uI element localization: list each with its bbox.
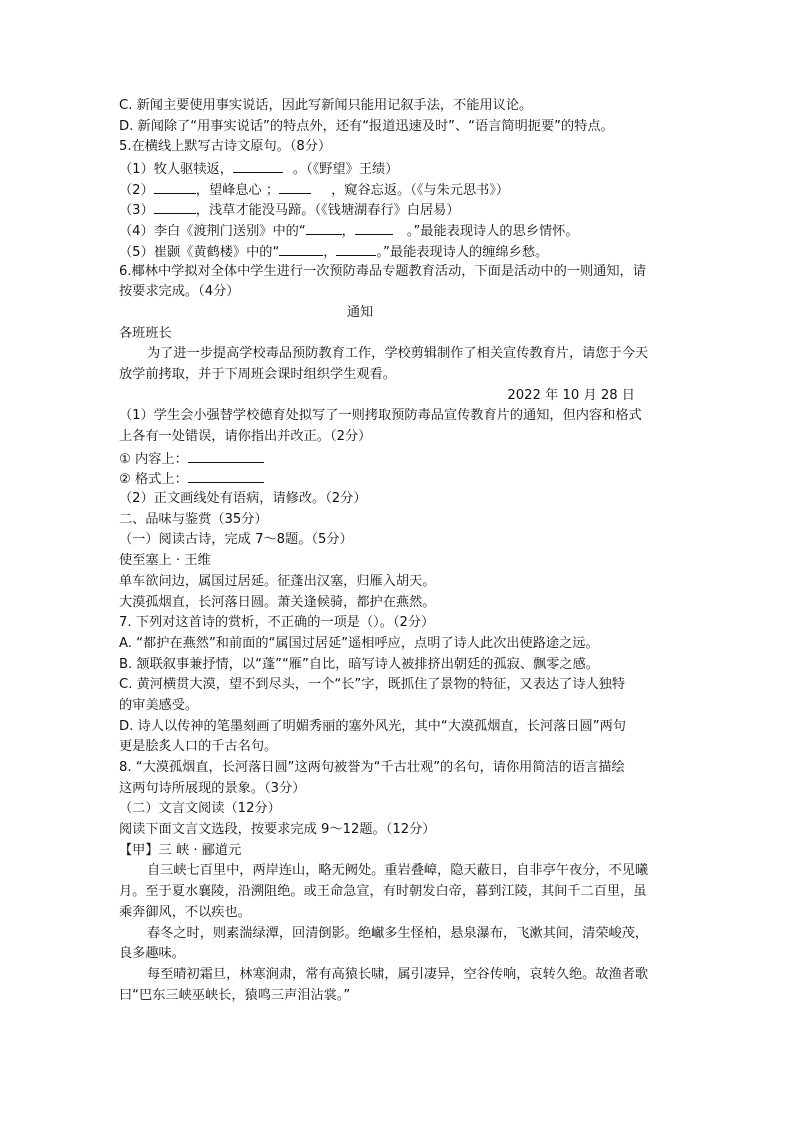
question-8-cont: 这两句诗所展现的景象。（3分） (119, 780, 306, 796)
q7-option-a: A. “都护在燕然”和前面的“属国过居延”遥相呼应，点明了诗人此次出使路途之远。 (119, 635, 599, 651)
notice-body-cont: 放学前拷取，并于下周班会课时组织学生观看。 (119, 366, 396, 382)
notice-salutation: 各班班长 (119, 325, 172, 341)
q5-item-3: （3） ，浅草才能没马蹄。（《钱塘湖春行》白居易） (119, 199, 681, 220)
part-2-instruction: 阅读下面文言文选段，按要求完成 9～12题。（12分） (119, 822, 436, 838)
passage-paragraph-2-cont: 良多趣味。 (119, 946, 185, 962)
question-6-title: 6.椰林中学拟对全体中学生进行一次预防毒品专题教育活动，下面是活动中的一则通知，请 (119, 263, 646, 279)
q7-option-d: D. 诗人以传神的笔墨刻画了明媚秀丽的塞外风光，其中“大漠孤烟直，长河落日圆”两句 (119, 718, 626, 734)
answer-blank[interactable] (188, 468, 264, 483)
option-c-line: C. 新闻主要使用事实说话，因此写新闻只能用记叙手法，不能用议论。 (119, 98, 533, 113)
answer-blank[interactable] (355, 220, 393, 235)
part-1-heading: （一）阅读古诗，完成 7～8题。（5分） (119, 532, 353, 548)
q7-option-d-cont: 更是脍炙人口的千古名句。 (119, 739, 278, 755)
answer-blank[interactable] (336, 241, 376, 256)
q6-sub-2: （2）正文画线处有语病，请修改。（2分） (119, 491, 367, 507)
answer-blank[interactable] (306, 220, 342, 235)
passage-paragraph-1: 自三峡七百里中，两岸连山，略无阙处。重岩叠嶂，隐天蔽日，自非亭午夜分，不见曦 (147, 863, 649, 879)
q5-item-5: （5）崔颢《黄鹤楼》中的“ ， 。”最能表现诗人的缠绵乡愁。 (119, 241, 681, 262)
poem-line: 单车欲问边，属国过居延。征蓬出汉塞，归雁入胡天。 (119, 573, 436, 589)
content-answer-line: ① 内容上： (119, 448, 681, 469)
question-6-title-cont: 按要求完成。（4分） (119, 284, 240, 300)
exam-page (119, 96, 681, 1006)
section-2-heading: 二、品味与鉴赏（35分） (119, 511, 268, 527)
passage-paragraph-1-cont: 乘奔御风，不以疾也。 (119, 904, 251, 920)
passage-paragraph-3-cont: 曰“巴东三峡巫峡长，猿鸣三声泪沾裳。” (119, 987, 351, 1003)
answer-blank[interactable] (279, 179, 311, 194)
q5-item-4: （4）李白《渡荆门送别》中的“ ， 。”最能表现诗人的思乡情怀。 (119, 220, 681, 241)
question-7-stem: 7. 下列对这首诗的赏析，不正确的一项是（）。（2分） (119, 615, 435, 631)
notice-title: 通知 (346, 304, 374, 320)
notice-date: 2022 年 10 月 28 日 (507, 387, 635, 403)
notice-body: 为了进一步提高学校毒品预防教育工作，学校剪辑制作了相关宣传教育片，请您于今天 (147, 346, 649, 362)
poem-line: 大漠孤烟直，长河落日圆。萧关逢候骑，都护在燕然。 (119, 594, 436, 610)
q7-option-c: C. 黄河横贯大漠，望不到尽头，一个“长”字，既抓住了景物的特征，又表达了诗人独特 (119, 677, 626, 693)
answer-blank[interactable] (233, 158, 283, 173)
option-d-line: D. 新闻除了“用事实说话”的特点外，还有“报道迅速及时”、“语言简明扼要”的特点。 (119, 118, 614, 134)
q5-item-1: （1）牧人驱犊返， 。（《野望》王绩） (119, 158, 681, 179)
q7-option-b: B. 颔联叙事兼抒情，以“蓬”“雁”自比，暗写诗人被排挤出朝廷的孤寂、飘零之感。 (119, 656, 599, 672)
q7-option-c-cont: 的审美感受。 (119, 697, 199, 713)
q6-sub-1-cont: 上各有一处错误，请你指出并改正。（2分） (119, 429, 372, 444)
q6-sub-1: （1）学生会小强替学校德育处拟写了一则拷取预防毒品宣传教育片的通知，但内容和格式 (119, 408, 642, 424)
answer-blank[interactable] (279, 241, 323, 256)
format-answer-line: ② 格式上： (119, 468, 681, 489)
passage-paragraph-3: 每至晴初霜旦，林寒涧肃，常有高猿长啸，属引凄异，空谷传响，哀转久绝。故渔者歌 (147, 966, 649, 982)
passage-paragraph-1-cont: 月。至于夏水襄陵，沿溯阻绝。或王命急宣，有时朝发白帝，暮到江陵，其间千二百里，虽 (119, 884, 647, 900)
question-5-title: 5.在横线上默写古诗文原句。（8分） (119, 139, 332, 155)
question-8: 8. “大漠孤烟直，长河落日圆”这两句被誉为“千古壮观”的名句，请你用简洁的语言描绘 (119, 760, 625, 775)
poem-title: 使至塞上 · 王维 (119, 553, 211, 569)
answer-blank[interactable] (154, 179, 196, 194)
q5-item-2: （2） ，望峰息心 ； ，窥谷忘返。（《与朱元思书》） (119, 179, 681, 200)
answer-blank[interactable] (188, 448, 264, 463)
passage-title: 【甲】三 峡 · 郦道元 (119, 842, 242, 858)
passage-paragraph-2: 春冬之时，则素湍绿潭，回清倒影。绝𪩘多生怪柏，悬泉瀑布，飞漱其间，清荣峻茂， (147, 925, 649, 941)
part-2-heading: （二）文言文阅读（12分） (119, 801, 281, 817)
answer-blank[interactable] (154, 199, 196, 214)
